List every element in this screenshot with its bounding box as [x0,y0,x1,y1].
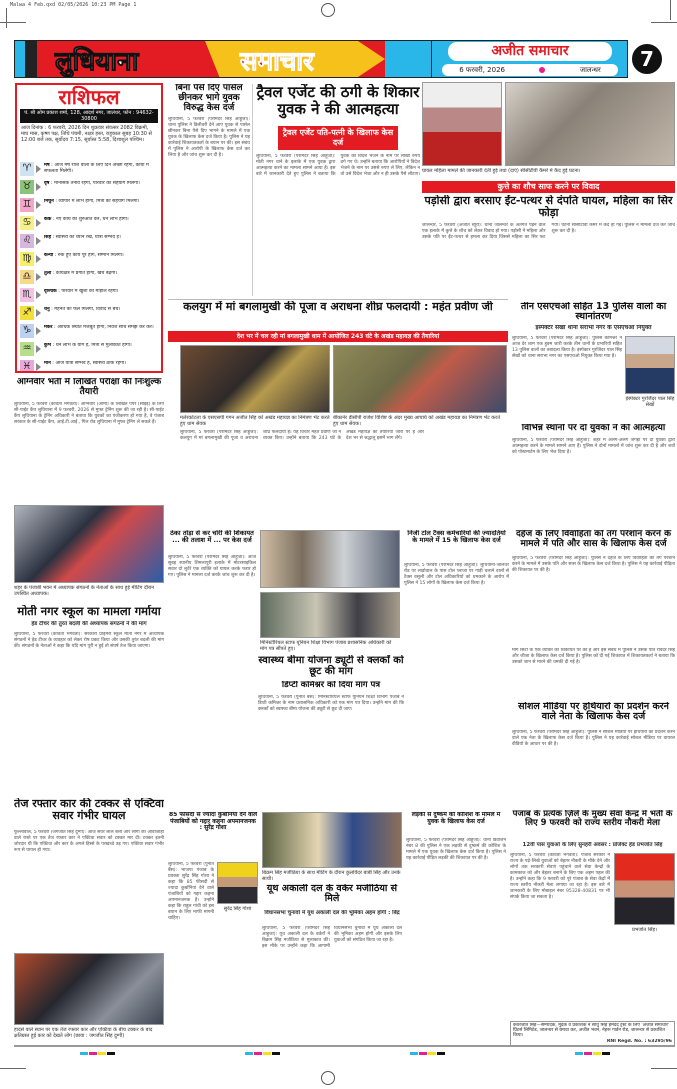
story-body: लुधियाना, 5 फरवरी (परमिंदर सिंह आहूजा): शहर में अलग-अलग जगहों पर दो युवकों द्वारा आत्महत्या करने के मामले सामने आए हैं। पुलिस ने दोनों मामलों में जांच शुरू कर दी है और शवों को पोस्टमार्टम के लिए भेज दिया है। [512,438,675,455]
headline: सोशल मीडिया पर हथियारों का प्रदर्शन करने वाले नेता के खिलाफ केस दर्ज [518,702,669,723]
imprint-box [510,1021,675,1046]
subhead: विधानसभा चुनावों में यूथ अकाली दल की भूमिका अहम होगी : बिंद्र [264,910,400,916]
zodiac-name: वृष [44,181,50,186]
photo-injured-woman [422,82,502,166]
zodiac-row [20,341,158,357]
zodiac-icon: ♒ [20,342,34,356]
crop-mark [6,8,7,28]
zodiac-icon: ♑ [20,324,34,338]
dateline [442,64,618,76]
photo-inspector [625,336,675,394]
zodiac-prediction: आर्थिक स्थिति मजबूत होगी, निवेश सोच समझ कर करें। [57,325,154,330]
story-body: लुधियाना, 5 फरवरी (पुनीत बैंस): मिनिस्टीरियल स्टाफ यूनियन शिक्षा विभाग पंजाब ने डिप्टी कमिश्नर के नाम प्रशासनिक अधिकारी को एक मांग पत्र दिया। उन्होंने मांग की कि क्लर्कों को स्वास्थ्य बीमा योजना की ड्यूटी से छूट दी जाए। [258,695,404,712]
zodiac-text: मीन : आज यात्रा सम्भव है, स्वास्थ्य ठीक रहेगा। [44,361,126,366]
issue-city: जालन्धर [579,66,601,74]
rashifal-title: राशिफल [58,85,120,109]
zodiac-prediction: व्यापार में लाभ होगा, मित्रों का सहयोग मिलेगा। [58,199,140,204]
crop-mark [0,22,26,23]
headline: पंजाब के प्रत्येक ज़िले के मुख्य सेवा केन्द्र में भर्ती के लिए 9 फरवरी को राज्य स्तरीय नौकरी मेला [512,810,673,829]
headline: दहेज के लिए विवाहिता को तंग परेशान करने के मामले में पति और सास के खिलाफ केस दर्ज [515,530,672,549]
cmyk-color-bar [575,1052,610,1055]
zodiac-prediction: स्वास्थ्य का ध्यान रखें, यात्रा सम्भव है। [55,235,121,240]
headline: बिना पैसे दिए पार्सल छीनकर भागे युवक विरुद्ध केस दर्ज [175,84,243,113]
crop-mark [670,0,671,20]
arrow-icon [36,255,41,263]
masthead-title-left: लुधियाना [55,47,139,77]
arrow-icon [36,273,41,281]
zodiac-name: कर्क [44,217,52,222]
zodiac-name: वृश्चिक [44,289,57,294]
zodiac-row [20,215,158,231]
zodiac-prediction: आज यात्रा सम्भव है, स्वास्थ्य ठीक रहेगा। [55,361,126,366]
story-body: लुधियाना, 5 फरवरी (परमिंदर सिंह आहूजा): यूथ अकाली दल के वर्करों ने बिक्रम सिंह मजीठिया से मुलाकात की। इस मौके पर उन्होंने कहा कि आगामी विधानसभा चुनावों में यूथ अकाली दल की भूमिका अहम होगी और इसके लिए युवाओं को संगठित किया जा रहा है। [262,926,402,949]
zodiac-text: कुंभ : धन लाभ के योग हैं, मित्रों से मुलाकात होगी। [44,343,132,348]
zodiac-row [20,161,158,177]
zodiac-prediction: मेहनत का फल मिलेगा, विवाद से बचें। [54,307,121,312]
story-body: लुधियाना, 5 फरवरी (परमिंदर सिंह आहूजा): कलयुग में मां बगलामुखी की पूजा व अराधना शीघ्र फलदायी है। यह विचार महंत प्रवीण जी ने व्यक्त किए। उन्होंने बताया कि 243 घंटे के अखंड महायज्ञ की तैयारियां जोरों पर हैं और देश भर से श्रद्धालु इसमें भाग लेंगे। [180,430,424,441]
arrow-icon [36,219,41,227]
photo-teachers-meeting [14,505,164,583]
printer-slug: Malwa 4 Feb.qxd 02/05/2026 10:23 PM Page 1 [10,2,137,8]
headline: यूथ अकाली दल के वर्कर मजीठिया से मिले [266,884,398,905]
headline: विभिन्न स्थानों पर दो युवकों ने की आत्महत्या [521,424,666,433]
zodiac-prediction: कार्यक्षेत्र में प्रगति होगी, खर्च बढ़ेगा। [55,271,118,276]
headline: मोती नगर स्कूल का मामला गर्माया [17,605,161,618]
story-body: लुधियाना, 5 फरवरी (परमिंदर सिंह आहूजा): मोती नगर थाने के इलाके में एक युवक द्वारा आत्महत्या करने का मामला सामने आया है। इस बारे में जानकारी देते हुए पुलिस ने बताया कि युवक को विदेश भेजने के नाम पर लाखों रुपये ठगे गए थे। उन्होंने बताया कि आरोपियों ने विदेश भेजने के नाम पर उससे रुपए ले लिए, लेकिन न तो उसे विदेश भेजा और न ही उसके पैसे लौटाए। [256,154,420,177]
zodiac-text: तुला : कार्यक्षेत्र में प्रगति होगी, खर्च बढ़ेगा। [44,271,118,276]
headline: ठेका तोड़ा से कर चोरी की शिकायत ... की तलाश में ... पर केस दर्ज [170,530,254,545]
zodiac-text: मिथुन : व्यापार में लाभ होगा, मित्रों का सहयोग मिलेगा। [44,199,140,204]
crop-mark [651,1068,677,1069]
story-body: लुधियाना, 5 फरवरी (परमिंदर सिंह आहूजा): लुधियाना-जालंधर रोड पर लाडोवाल के पास टोल प्लाजा पर गाड़ी चलाने वालों से टैक्स वसूली और टोल अधिकारियों को धमकाने के आरोप में पुलिस ने 15 लोगों के खिलाफ केस दर्ज किया है। [404,563,509,586]
story-body: लुधियाना, 5 फरवरी (पुनीत बैंस): भाजपा पंजाब के प्रवक्ता सुरेंद्र सिंह गोशा ने कहा कि 85 फीसदी से ज्यादा कुर्बानियां देने वाले पंजाबियों को गद्दार कहना अपमानजनक है। उन्होंने कहा कि राहुल गांधी को इस बयान के लिए माफी मांगनी चाहिए। [168,862,214,921]
cmyk-color-bar [410,1052,445,1055]
zodiac-prediction: आज मेष राशि वालों के लिए दिन अच्छा रहेगा, कार्यों में सफलता मिलेगी। [44,163,149,174]
subhead: डिप्टी कमिश्नर को दिया मांग पत्र [281,681,381,690]
headline: स्वास्थ्य बीमा योजना ड्यूटी से क्लर्कों को छूट की मांग [258,655,404,677]
headline: 85 फीसदी से ज्यादा कुर्बानियां देने वाले पंजाबियों को गद्दार कहना अपमानजनक : सुरेंद्र गोशा [168,812,258,832]
zodiac-icon: ♏ [20,288,34,302]
zodiac-text: धनु : मेहनत का फल मिलेगा, विवाद से बचें। [44,307,121,312]
zodiac-name: मेष [44,163,50,168]
story-body: मार्ग सिटी के एक व्यक्ति की शिकायत पर की है और इस संबंध में पुलिस ने उसके पति रविंदर सिंह और जीजा के खिलाफ केस दर्ज किया है। पुलिस को दी गई शिकायत में शिकायतकर्ता ने बताया कि उसको जान से मारने की धमकी दी गई है। [512,648,675,665]
story-body: लुधियाना, 5 फरवरी (कविता भगवती): अग्निवीर (आर्मी) के लिखित पेपर (सीईई) के लिए सी-पाईट कैंप लुधियाना में 9 फरवरी, 2026 से मुफ्त ट्रेनिंग शुरू की जा रही है। सी-पाईट कैंप लुधियाना के ट्रेनिंग अधिकारी ने बताया कि युवकों का पंजीकरण हो गया है, वे पंजाब सरकार के सी-पाईट कैंप, आई.टी.आई., गिल रोड लुधियाना में मुफ्त ट्रेनिंग ले सकते हैं। [14,402,164,425]
arrow-icon [36,363,41,371]
arrow-icon [36,201,41,209]
headline: निजी टोल टैक्स कर्मचारियों की ज्यादतियों के मामले में 15 के खिलाफ केस दर्ज [407,530,506,545]
zodiac-prediction: परिवार में खुशी का माहौल रहेगा। [61,289,119,294]
zodiac-text: वृश्चिक : परिवार में खुशी का माहौल रहेगा। [44,289,119,294]
zodiac-text: सिंह : स्वास्थ्य का ध्यान रखें, यात्रा सम्भव है। [44,235,121,240]
zodiac-icon: ♈ [20,162,34,176]
subhead: इंस्पेक्टर सेखों थाना सराभा नगर के एसएचओ नियुक्त [535,325,652,331]
zodiac-prediction: नए कार्य की शुरुआत करें, धन लाभ होगा। [56,217,129,222]
page-number: 7 [630,42,664,76]
headline: कलयुग में मां बगलामुखी की पूजा व अराधना शीघ्र फलदायी : महंत प्रवीण जी [183,301,493,313]
zodiac-icon: ♉ [20,180,34,194]
zodiac-icon: ♐ [20,306,34,320]
zodiac-prediction: धन लाभ के योग हैं, मित्रों से मुलाकात होगी। [55,343,132,348]
arrow-icon [36,183,41,191]
photo-caption: हादसे वाले स्थान पर एक तेज रफ्तार कार और एक्टिवा के बीच टक्कर के बाद क्षतिग्रस्त हुई कार को देखते लोग (छाया : जगजीत सिंह दुग्गी) [14,1027,153,1039]
subhead: हेड टीचर की तुरंत बदली की अध्यापक संगठनों ने की मांग [31,621,147,627]
headline: पड़ोसी द्वारा बरसाए ईंट-पत्थर से दंपति घायल, महिला का सिर फोड़ा [424,195,673,220]
photo-caption: सुरेंद्र सिंह गोशा [223,906,252,912]
paper-name: अजीत समाचार [448,42,612,61]
zodiac-icon: ♓ [20,360,34,373]
zodiac-name: मिथुन [44,199,54,204]
photo-union-memo [260,592,400,638]
photo-caption: मिनिस्टीरियल स्टाफ यूनियन शिक्षा विभाग पंजाब प्रशासनिक अधिकारी को मांग पत्र सौंपते हुए। [260,640,392,652]
story-body: लुधियाना, 5 फरवरी (कविता भगवती): सरकारी प्राइमरी स्कूल मोती नगर में अध्यापक संगठनों ने हेड टीचर के व्यवहार को लेकर रोष प्रकट किया और उसकी तुरंत बदली की मांग की। संगठनों के नेताओं ने कहा कि यदि मांग पूरी न हुई तो संघर्ष तेज किया जाएगा। [14,632,164,649]
story-body: लुधियाना, 5 फरवरी (परमिंदर सिंह आहूजा): पुलिस ने दहेज के लिए विवाहिता को तंग परेशान करने के मामले में उसके पति और सास के खिलाफ केस दर्ज किया है। पुलिस ने यह कार्रवाई पीड़िता की शिकायत पर की है। [512,556,675,573]
zodiac-name: तुला [44,271,52,276]
arrow-icon [36,345,41,353]
zodiac-row [20,197,158,213]
headline: लड़की से दुष्कर्म की कोशिश के मामले में युवक के खिलाफ केस दर्ज [411,812,501,825]
photo-majithia-meeting [262,812,402,868]
cmyk-color-bar [245,1052,280,1055]
cmyk-color-bar [80,1052,115,1055]
photo-prabhjot-singh [614,853,675,925]
arrow-icon [36,237,41,245]
zodiac-text: मकर : आर्थिक स्थिति मजबूत होगी, निवेश सोच समझ कर करें। [44,325,154,330]
photo-caption: प्रभजोत सिंह। [631,927,658,933]
zodiac-row [20,287,158,303]
rni-number: RNI Regd. No. : 63295/96 [606,1038,672,1044]
masthead-title-right: समाचार [240,47,314,77]
zodiac-name: धनु [44,307,50,312]
photo-crashed-car [14,953,164,1025]
zodiac-icon: ♍ [20,252,34,266]
photo-caption: घायल महिला मामले की जानकारी देती हुई तथा (दाएं) सीसीटीवी कैमरे में कैद हुई घटना। [422,168,581,174]
story-travel-agent [256,84,420,296]
story-body: जालन्धर, 5 फरवरी (अजीत ब्यूरो): थाना जालन्धर के अंतर्गत पड़ने वाले एक इलाके में कुत्ते के शौच को लेकर विवाद हो गया। पड़ोसी ने महिला और उसके पति पर ईंट-पत्थर से हमला कर दिया जिससे महिला का सिर फट गया। घटना सीसीटीवी कैमरे में कैद हो गई। पुलिस ने मामला दर्ज कर जांच शुरू कर दी है। [422,223,675,240]
subhead: 12वीं पास युवाओं के लिए सुनहरी अवसर : प्रोजेक्ट हेड प्रभजोत सिंह [522,842,663,848]
headline: तीन एसएचओ सहित 13 पुलिस वालों का स्थानांतरण [520,302,667,323]
inset-headline: ट्रैवल एजेंट पति-पत्नी के खिलाफ केस दर्ज [278,126,398,150]
imprint-text: कॅवरजीत सिंह—सम्पादक, मुद्रक व प्रकाशक ने साधु सिंह हमदर्द ट्रस्ट के लिए 'अजीत समाचार' प्रिंटर्स लिमिटेड, जालन्धर से छपवा कर, अजीत भवन, नेहरू गार्डन रोड, जालन्धर से प्रकाशित किया। [513,1023,670,1039]
zodiac-name: मीन [44,361,51,366]
zodiac-row [20,251,158,267]
arrow-icon [36,327,41,335]
zodiac-row [20,233,158,249]
story-body: फुल्लांवाल, 5 फरवरी (जगजीत सिंह दुग्गी): आज सवेरे लाल बत्ती और लोगों की आवाजाही वाले रास्ते पर एक तेज रफ्तार कार ने एक्टिवा सवार को टक्कर मार दी। टक्कर इतनी जोरदार थी कि एक्टिवा और कार के अगले हिस्से के परखच्चे उड़ गए। एक्टिवा सवार गंभीर रूप से घायल हो गया। [14,830,164,853]
photo-caption: इंस्पेक्टर गुरजिंदर पाल सिंह सेखों [625,396,675,408]
paper-nameplate [432,40,628,78]
issue-date: 6 फरवरी, 2026 [459,66,505,74]
zodiac-prediction: रुके हुए कार्य पूरे होंगे, सम्मान मिलेगा। [57,253,124,258]
zodiac-row [20,359,158,373]
arrow-icon [36,291,41,299]
story-body: लुधियाना, 5 फरवरी (परमिंदर सिंह आहूजा): आज सुबह स्थानीय शिमलापुरी इलाके में मोटरसाइकिल सवार दो लुटेरे एक व्यक्ति को घायल करके फरार हो गए। पुलिस ने मामला दर्ज करके जांच शुरू कर दी है। [168,555,256,578]
story-parcel [168,84,250,296]
crop-mark [651,22,677,23]
zodiac-row [20,323,158,339]
kicker: कुत्ते का शौच साफ करने पर विवाद [422,181,675,193]
story-body: लुधियाना, 5 फरवरी (कविता भगवती): पंजाब सरकार ने राज्य के पढ़े-लिखे युवाओं को बेहतर नौकरी के मौके देने और लोगों तक सरकारी सेवाएं पहुंचाने वाले सेवा केन्द्रों के कामकाज को और बेहतर बनाने के लिए एक अहम पहल की है। उन्होंने कहा कि 9 फरवरी को पूरे पंजाब के सेवा केंद्रों में राज्य स्तरीय नौकरी मेला लगाया जा रहा है। इस बारे में जानकारी के लिए मोबाइल नंबर 95328-40831 पर भी संपर्क किया जा सकता है। [510,853,610,900]
zodiac-name: सिंह [44,235,52,240]
story-body: लुधियाना, 5 फरवरी (परमिंदर सिंह आहूजा): पुलिस कमिश्नर ने आज देर शाम एक हुक्म जारी करके तीन थानों के प्रभारियों सहित 13 पुलिस वालों का तबादला किया है। इंस्पेक्टर गुरजिंदर पाल सिंह सेखों को थाना सराभा नगर का एसएचओ नियुक्त किया गया है। [512,336,622,359]
rashifal-intro: आज दिनांक : 6 फरवरी, 2026 दिन शुक्रवार संवत्सर 2082 विक्रमी, माघ मास, कृष्ण पक्ष, तिथि पंचमी, नक्षत्र हस्त, राहुकाल सुबह 10:30 से 12:00 बजे तक, सूर्योदय 7:15, सूर्यास्त 5:58, दिशाशूल पश्चिम। [21,125,152,143]
headline: अग्निवीर भर्ती में लिखित परीक्षा की निःशुल्क तैयारी [16,378,162,397]
photo-caption: शहर के पंजाबी भवन में अध्यापक संगठनों के नेताओं के साथ हुई मीटिंग दौरान उपस्थित अध्यापक। [14,585,155,597]
zodiac-row [20,179,158,195]
zodiac-text: वृष : मानसिक तनाव रहेगा, परिवार का सहयोग मिलेगा। [44,181,140,186]
zodiac-text: मेष : आज मेष राशि वालों के लिए दिन अच्छा रहेगा, कार्यों में सफलता मिलेगी। [44,163,149,174]
arrow-icon [36,165,41,173]
story-body: लुधियाना, 5 फरवरी (परमिंदर सिंह आहूजा): पुलिस ने सोशल मीडिया पर हथियारों का प्रदर्शन करने वाले एक नेता के खिलाफ केस दर्ज किया है। पुलिस ने यह कार्रवाई सोशल मीडिया पर वायरल वीडियो के आधार पर की है। [512,730,675,747]
photo-invitation-2 [333,345,507,413]
crop-mark [0,1068,26,1069]
story-body: लुधियाना, 5 फरवरी (परमिंदर सिंह आहूजा): थाना डिवीजन नंबर 8 की पुलिस ने एक लड़की से दुष्कर्म की कोशिश के मामले में एक युवक के खिलाफ केस दर्ज किया है। पुलिस ने यह कार्रवाई पीड़ित लड़की की शिकायत पर की है। [406,838,506,861]
zodiac-icon: ♎ [20,270,34,284]
photo-caption: मलेरकोटला के एसएसपी गगन अजीत सिंह को अखंड महायज्ञ का निमंत्रण भेंट करते हुए धाम सेवक [180,415,330,427]
zodiac-name: कुंभ [44,343,52,348]
story-body: लुधियाना, 5 फरवरी (परमिंदर सिंह आहूजा): थाना पुलिस ने डिलीवरी देने आए युवक से पार्सल छीनकर बिना पैसे दिए भागने के मामले में एक युवक के खिलाफ केस दर्ज किया है। पुलिस ने यह कार्रवाई शिकायतकर्ता के बयान पर की। इस संबंध में पुलिस ने आरोपी के खिलाफ केस दर्ज कर लिया है और जांच शुरू कर दी है। [168,116,250,158]
masthead-banner [14,40,432,78]
zodiac-icon: ♊ [20,198,34,212]
rashifal-box [15,83,163,373]
registration-mark [321,3,335,17]
zodiac-text: कन्या : रुके हुए कार्य पूरे होंगे, सम्मान मिलेगा। [44,253,124,258]
headline: तेज रफ्तार कार की टक्कर से एक्टिवा सवार गंभीर घायल [14,798,164,823]
zodiac-name: मकर [44,325,53,330]
kicker: देश भर में चल रही मां बगलामुखी धाम में आयोजित 243 घंटे के अखंड महायज्ञ की तैयारियां [168,331,508,342]
zodiac-list [17,161,161,373]
photo-invitation-1 [180,345,330,413]
zodiac-icon: ♋ [20,216,34,230]
zodiac-icon: ♌ [20,234,34,248]
magenta-dot-icon [539,67,545,73]
astrologer-line: पं. श्री ओम प्रकाश शर्मा, 128, आदर्श नगर, जालंधर, फोन : 94632-30800 [20,109,158,123]
zodiac-row [20,305,158,321]
zodiac-name: कन्या [44,253,54,258]
headline: ट्रैवल एजेंट की ठगी के शिकार युवक ने की आत्महत्या [256,84,420,118]
photo-caption: बिक्रम सिंह मजीठिया के साथ मीटिंग के दौरान कुलविंदर बाबी सिंह और उनके साथी। [262,870,401,882]
zodiac-row [20,269,158,285]
footer-rule [14,1045,675,1047]
zodiac-prediction: मानसिक तनाव रहेगा, परिवार का सहयोग मिलेगा। [54,181,140,186]
photo-toll-group [260,530,400,588]
photo-cctv-still [505,82,675,166]
photo-goshta [217,862,258,904]
arrow-icon [36,309,41,317]
registration-mark [321,1071,335,1085]
photo-caption: बीकानेर डीसीपी राजेश विशिष्ट के अंदर मुख्य आचार्य को अखंड महायज्ञ का निमंत्रण भेंट करते हुए धाम सेवक। [333,415,501,427]
zodiac-text: कर्क : नए कार्य की शुरुआत करें, धन लाभ होगा। [44,217,129,222]
